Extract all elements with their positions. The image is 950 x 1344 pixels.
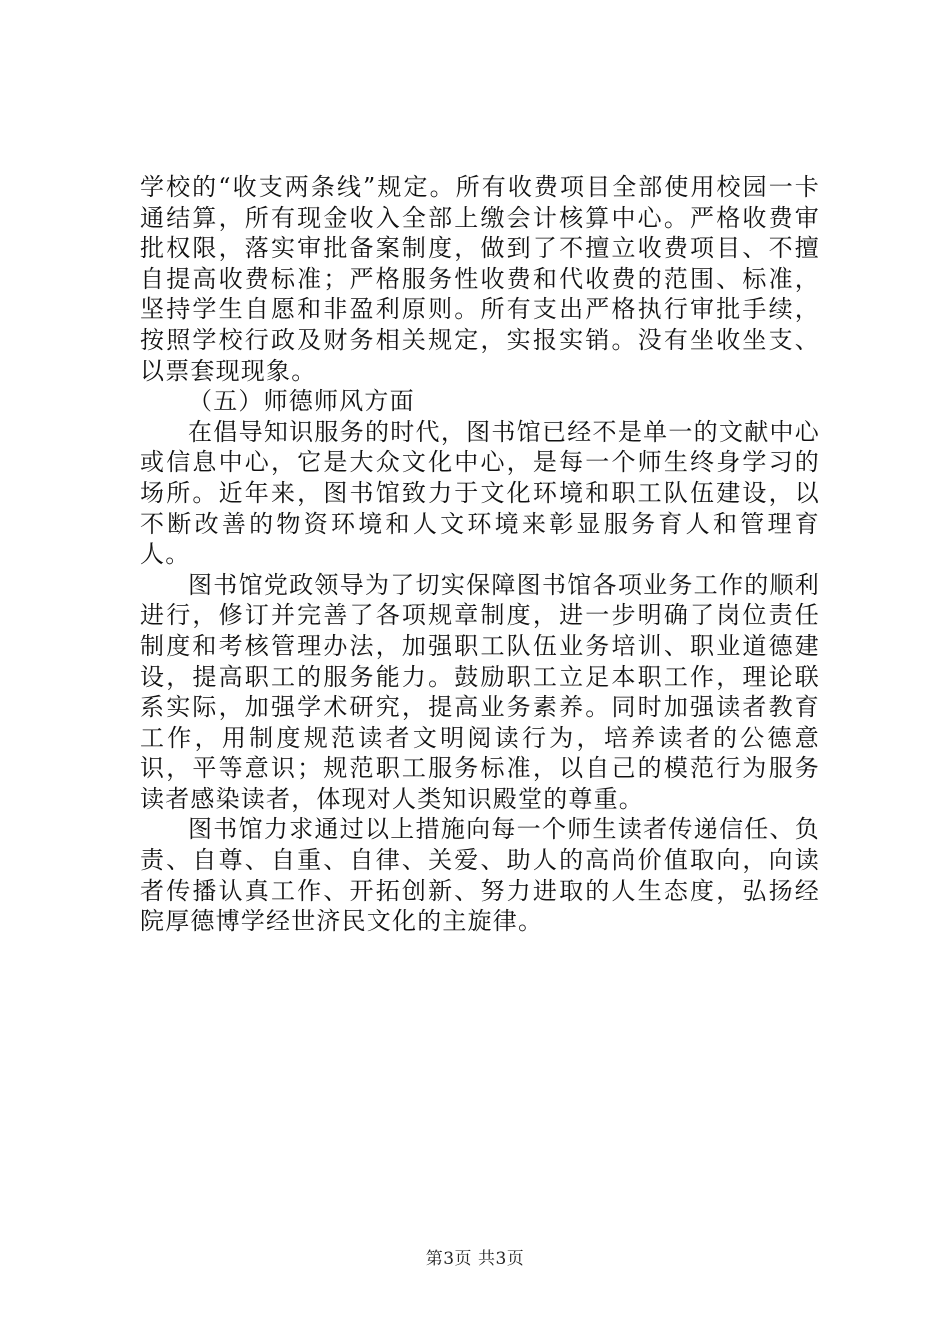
paragraph-knowledge-service: 在倡导知识服务的时代，图书馆已经不是单一的文献中心或信息中心，它是大众文化中心，是每一个师生终身学习的场所。近年来，图书馆致力于文化环境和职工队伍建设，以不断改善的物资环境和人文环境来彰显服务育人和管理育人。 bbox=[140, 417, 820, 569]
paragraph-finance-rules: 学校的“收支两条线”规定。所有收费项目全部使用校园一卡通结算，所有现金收入全部上缴会计核算中心。严格收费审批权限，落实审批备案制度，做到了不擅立收费项目、不擅自提高收费标准；严格服务性收费和代收费的范围、标准，坚持学生自愿和非盈利原则。所有支出严格执行审批手续，按照学校行政及财务相关规定，实报实销。没有坐收坐支、以票套现现象。 bbox=[140, 173, 820, 385]
document-body bbox=[140, 172, 820, 937]
paragraph-management-rules: 图书馆党政领导为了切实保障图书馆各项业务工作的顺利进行，修订并完善了各项规章制度，进一步明确了岗位责任制度和考核管理办法，加强职工队伍业务培训、职业道德建设，提高职工的服务能力。鼓励职工立足本职工作，理论联系实际，加强学术研究，提高业务素养。同时加强读者教育工作，用制度规范读者文明阅读行为，培养读者的公德意识，平等意识；规范职工服务标准，以自己的模范行为服务读者感染读者，体现对人类知识殿堂的尊重。 bbox=[140, 570, 820, 813]
section-heading-teacher-ethics: （五）师德师风方面 bbox=[188, 387, 415, 416]
page-footer: 第3页 共3页 bbox=[425, 1249, 525, 1269]
paragraph-values: 图书馆力求通过以上措施向每一个师生读者传递信任、负责、自尊、自重、自律、关爱、助人的高尚价值取向，向读者传播认真工作、开拓创新、努力进取的人生态度，弘扬经院厚德博学经世济民文化的主旋律。 bbox=[140, 815, 820, 936]
